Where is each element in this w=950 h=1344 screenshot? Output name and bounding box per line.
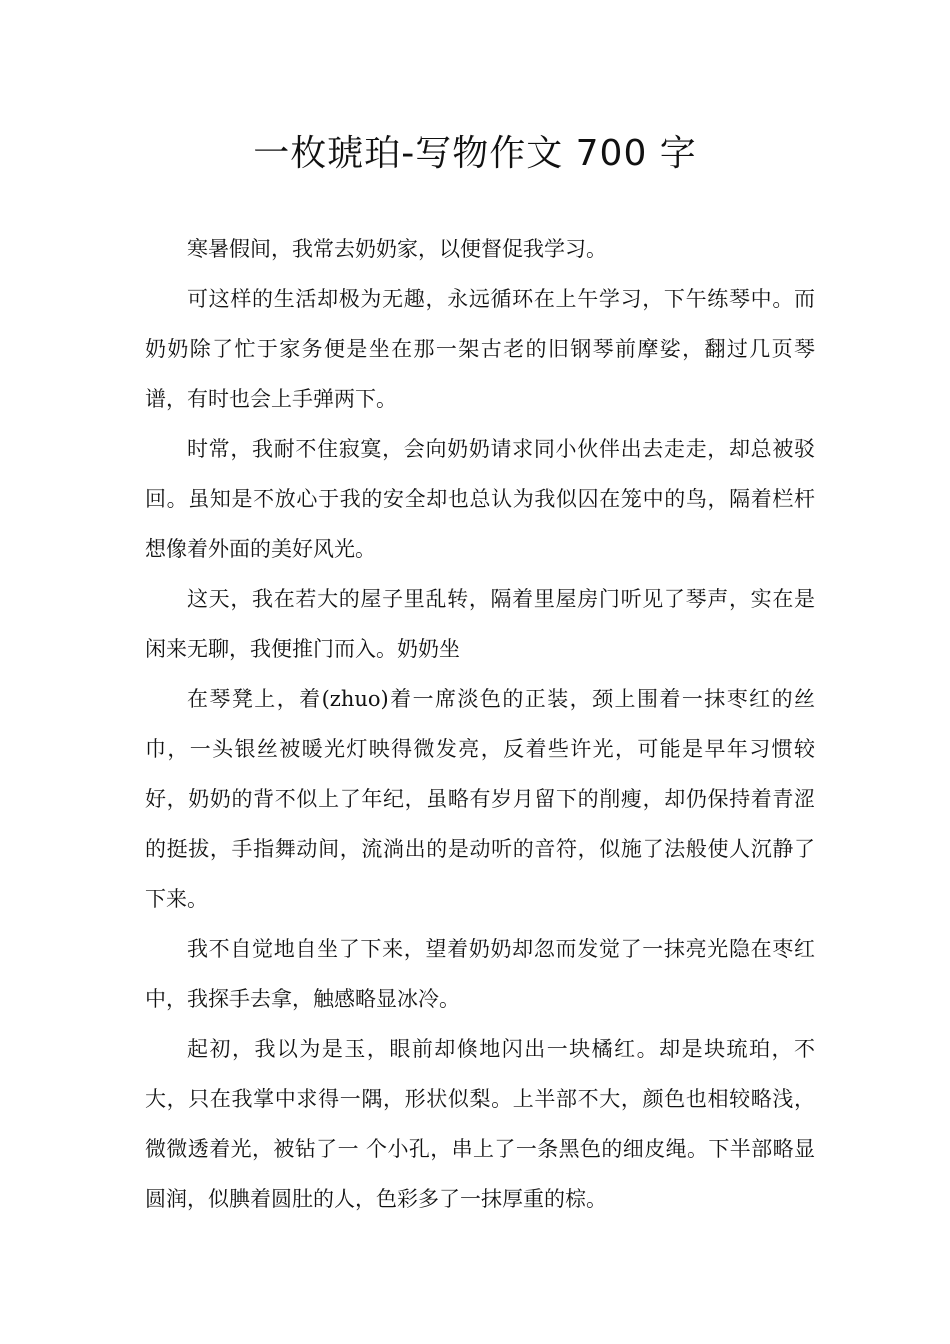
paragraph: 可这样的生活却极为无趣，永远循环在上午学习，下午练琴中。而奶奶除了忙于家务便是坐在那一架古老的旧钢琴前摩娑，翻过几页琴谱，有时也会上手弹两下。 bbox=[145, 287, 815, 411]
paragraph: 起初，我以为是玉，眼前却倏地闪出一块橘红。却是块琉珀，不大，只在我掌中求得一隅，形状似梨。上半部不大，颜色也相较略浅，微微透着光，被钻了一 个小孔，串上了一条黑色的细皮绳。下半部略显圆润，似腆着圆肚的人，色彩多了一抹厚重的棕。 bbox=[145, 1037, 815, 1211]
paragraph: 时常，我耐不住寂寞，会向奶奶请求同小伙伴出去走走，却总被驳回。虽知是不放心于我的安全却也总认为我似囚在笼中的鸟，隔着栏杆想像着外面的美好风光。 bbox=[145, 437, 815, 561]
paragraph: 这天，我在若大的屋子里乱转，隔着里屋房门听见了琴声，实在是闲来无聊，我便推门而入。奶奶坐 bbox=[145, 587, 815, 661]
paragraph: 寒暑假间，我常去奶奶家，以便督促我学习。 bbox=[187, 237, 607, 261]
document-body bbox=[145, 224, 815, 1224]
paragraph: 在琴凳上，着(zhuo)着一席淡色的正装，颈上围着一抹枣红的丝巾，一头银丝被暖光灯映得微发亮，反着些许光，可能是早年习惯较好，奶奶的背不似上了年纪，虽略有岁月留下的削瘦，却仍保持着青涩的挺拔，手指舞动间，流淌出的是动听的音符，似施了法般使人沉静了下来。 bbox=[145, 687, 815, 911]
paragraph: 我不自觉地自坐了下来，望着奶奶却忽而发觉了一抹亮光隐在枣红中，我探手去拿，触感略显冰冷。 bbox=[145, 937, 815, 1011]
document-title: 一枚琥珀-写物作文 700 字 bbox=[253, 133, 697, 174]
